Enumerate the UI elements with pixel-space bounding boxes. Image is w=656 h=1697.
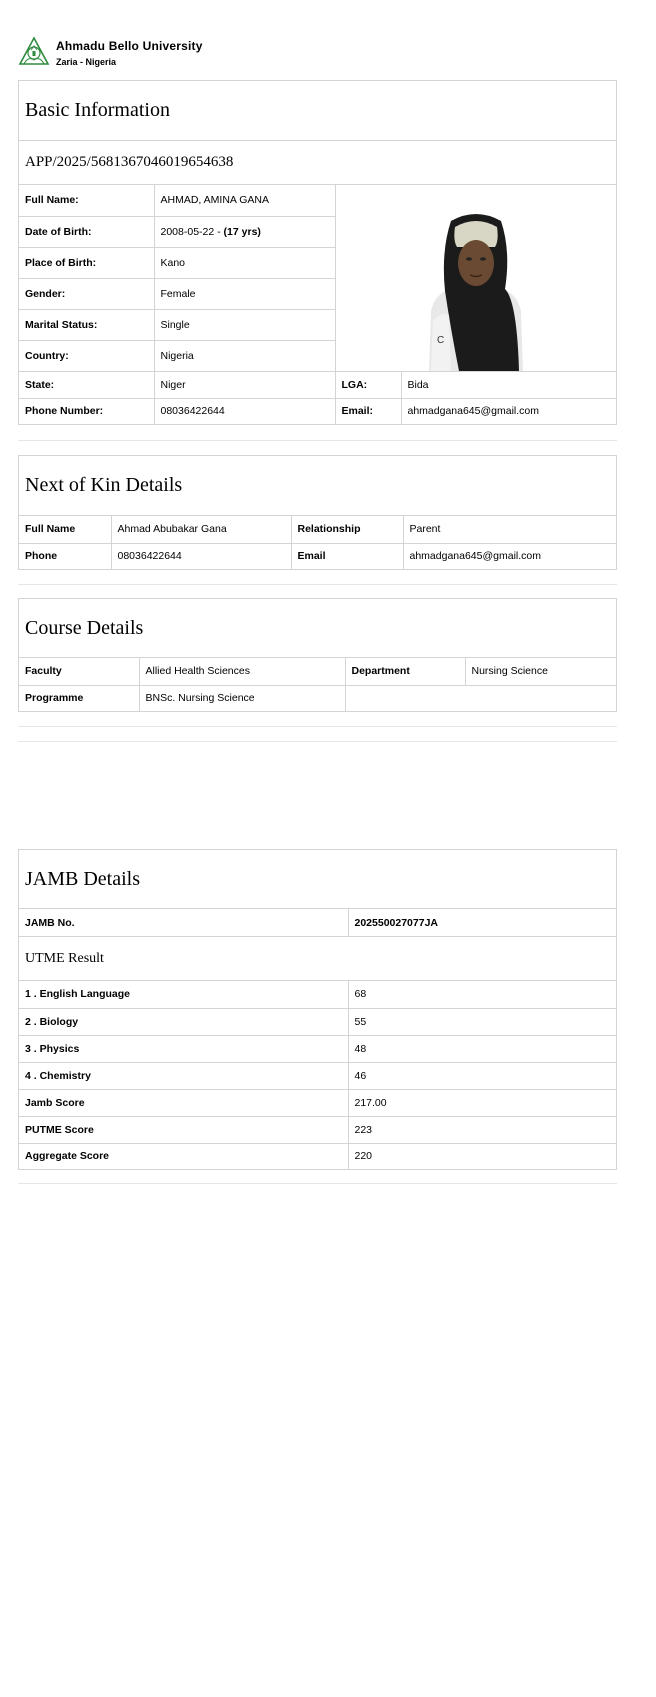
kin-name-label: Full Name	[19, 516, 111, 543]
subject-score: 46	[348, 1062, 616, 1089]
jamb-score-value: 217.00	[348, 1089, 616, 1116]
email-value: ahmadgana645@gmail.com	[401, 398, 616, 424]
aggregate-score-value: 220	[348, 1143, 616, 1169]
basic-information-section	[18, 80, 617, 425]
divider	[18, 1183, 617, 1184]
application-number: APP/2025/5681367046019654638	[19, 141, 616, 185]
lga-label: LGA:	[335, 371, 401, 398]
full-name-value: AHMAD, AMINA GANA	[154, 185, 335, 216]
section-title: Basic Information	[19, 81, 616, 141]
subject-score: 68	[348, 981, 616, 1008]
university-name: Ahmadu Bello University	[56, 39, 203, 53]
dob-label: Date of Birth:	[19, 216, 154, 247]
kin-name-value: Ahmad Abubakar Gana	[111, 516, 291, 543]
state-value: Niger	[154, 371, 335, 398]
jamb-table	[19, 909, 616, 936]
passport-photo	[421, 211, 531, 371]
empty-cell	[345, 685, 616, 711]
divider	[18, 741, 617, 742]
svg-text:C: C	[436, 334, 444, 346]
next-of-kin-section	[18, 455, 617, 570]
course-table	[19, 658, 616, 711]
subject-score: 55	[348, 1008, 616, 1035]
page-header	[18, 34, 318, 70]
marital-status-label: Marital Status:	[19, 309, 154, 340]
section-title: Course Details	[19, 599, 616, 658]
phone-value: 08036422644	[154, 398, 335, 424]
divider	[18, 726, 617, 727]
abu-crest-icon	[18, 36, 50, 68]
jamb-no-label: JAMB No.	[19, 909, 348, 936]
department-value: Nursing Science	[465, 658, 616, 685]
divider	[18, 584, 617, 585]
aggregate-score-label: Aggregate Score	[19, 1143, 348, 1169]
phone-label: Phone Number:	[19, 398, 154, 424]
divider	[18, 440, 617, 441]
lga-value: Bida	[401, 371, 616, 398]
faculty-label: Faculty	[19, 658, 139, 685]
course-details-section	[18, 598, 617, 712]
subject-name: 2 . Biology	[19, 1008, 348, 1035]
jamb-no-value: 202550027077JA	[348, 909, 616, 936]
photo-cell	[335, 185, 616, 371]
putme-score-label: PUTME Score	[19, 1116, 348, 1143]
full-name-label: Full Name:	[19, 185, 154, 216]
kin-relationship-label: Relationship	[291, 516, 403, 543]
kin-table	[19, 516, 616, 569]
programme-value: BNSc. Nursing Science	[139, 685, 345, 711]
marital-status-value: Single	[154, 309, 335, 340]
subject-name: 1 . English Language	[19, 981, 348, 1008]
country-label: Country:	[19, 340, 154, 371]
dob-date: 2008-05-22 -	[160, 225, 224, 238]
subject-name: 3 . Physics	[19, 1035, 348, 1062]
jamb-score-label: Jamb Score	[19, 1089, 348, 1116]
jamb-details-section	[18, 849, 617, 1170]
kin-email-value: ahmadgana645@gmail.com	[403, 543, 616, 569]
section-title: Next of Kin Details	[19, 456, 616, 516]
kin-phone-value: 08036422644	[111, 543, 291, 569]
pob-label: Place of Birth:	[19, 247, 154, 278]
age-value: (17 yrs)	[223, 225, 261, 238]
putme-score-value: 223	[348, 1116, 616, 1143]
kin-relationship-value: Parent	[403, 516, 616, 543]
subject-name: 4 . Chemistry	[19, 1062, 348, 1089]
section-title: JAMB Details	[19, 850, 616, 909]
email-label: Email:	[335, 398, 401, 424]
programme-label: Programme	[19, 685, 139, 711]
utme-table	[19, 981, 616, 1169]
university-location: Zaria - Nigeria	[56, 57, 117, 67]
kin-phone-label: Phone	[19, 543, 111, 569]
department-label: Department	[345, 658, 465, 685]
state-label: State:	[19, 371, 154, 398]
dob-value	[154, 216, 335, 247]
gender-label: Gender:	[19, 278, 154, 309]
pob-value: Kano	[154, 247, 335, 278]
utme-result-title: UTME Result	[19, 936, 616, 981]
basic-info-table	[19, 185, 616, 424]
gender-value: Female	[154, 278, 335, 309]
faculty-value: Allied Health Sciences	[139, 658, 345, 685]
subject-score: 48	[348, 1035, 616, 1062]
kin-email-label: Email	[291, 543, 403, 569]
country-value: Nigeria	[154, 340, 335, 371]
